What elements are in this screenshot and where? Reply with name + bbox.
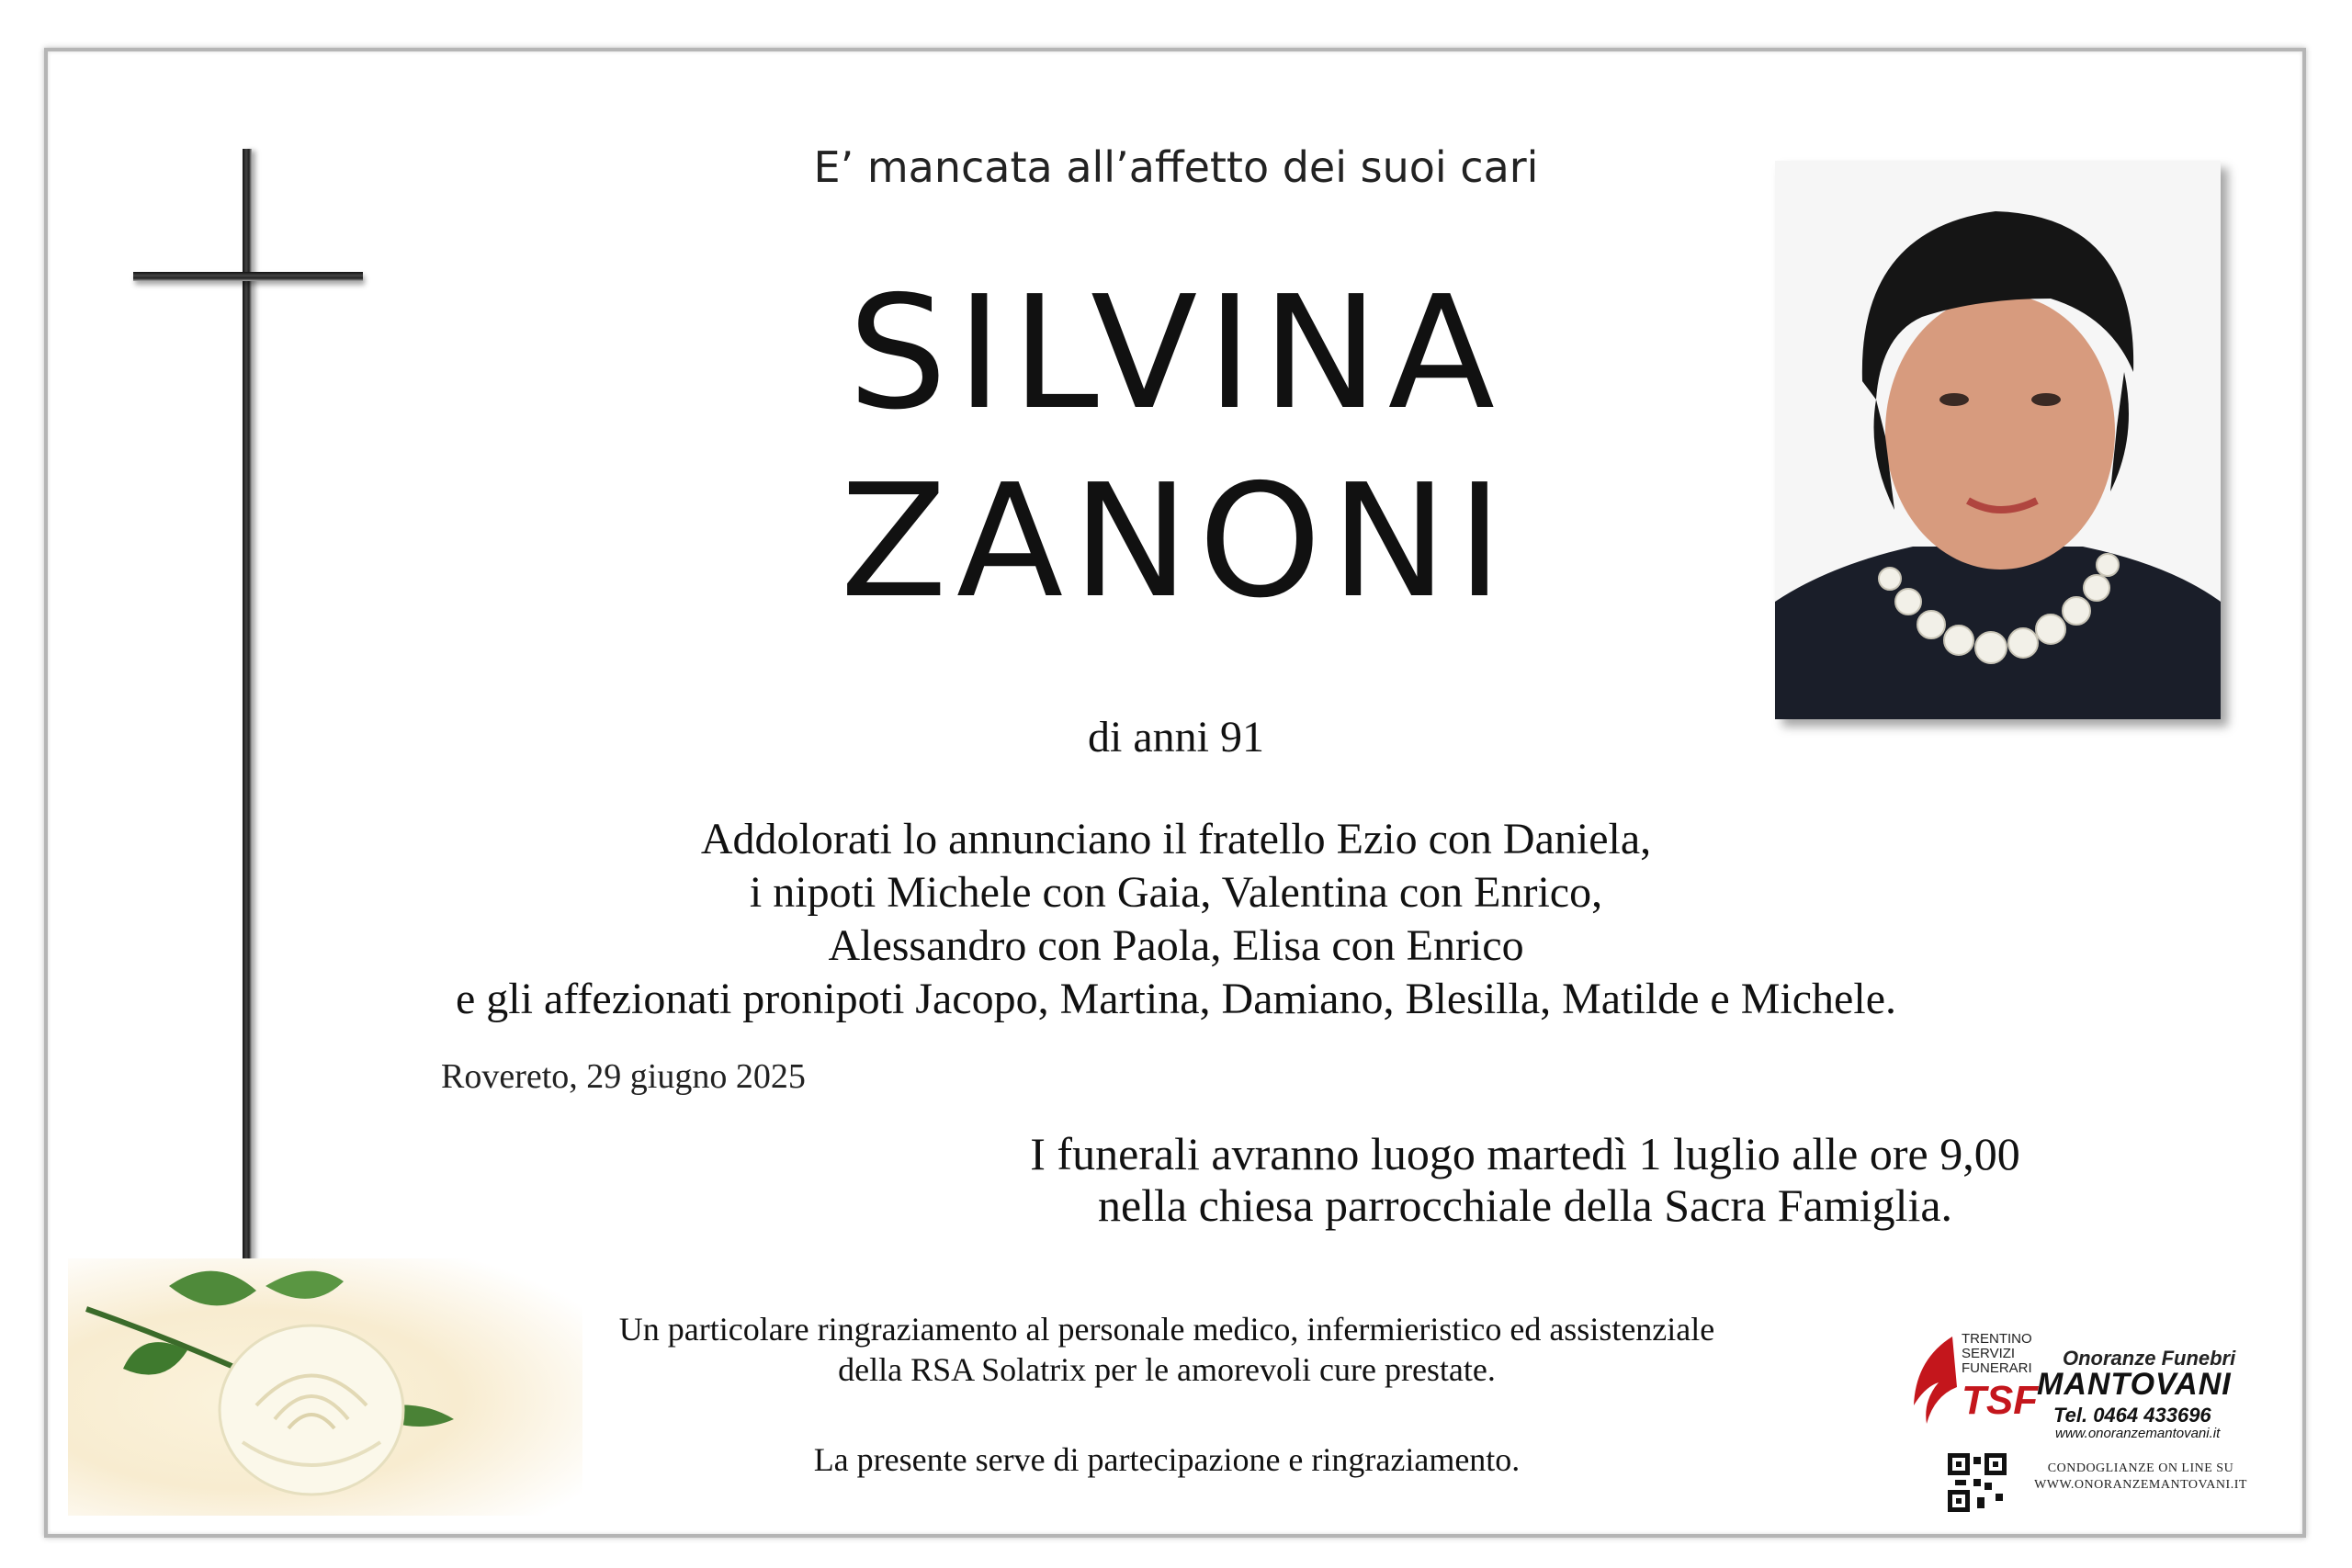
thanks-line: Un particolare ringraziamento al personale medico, infermieristico ed assistenziale	[618, 1311, 1715, 1348]
age-line: di anni 91	[1088, 713, 1264, 761]
white-rose-image	[68, 1258, 582, 1516]
funeral-line: nella chiesa parrocchiale della Sacra Famiglia.	[1097, 1179, 1953, 1231]
tsf-logo-text: TSF	[1962, 1378, 2039, 1423]
thanks-block	[619, 1309, 1715, 1390]
thanks-line: della RSA Solatrix per le amorevoli cure prestate.	[838, 1351, 1496, 1388]
tsf-label: TRENTINO SERVIZI FUNERARI	[1962, 1331, 2032, 1376]
first-name: SILVINA	[848, 263, 1504, 445]
portrait-icon	[1775, 161, 2221, 719]
announcement-line: Alessandro con Paola, Elisa con Enrico	[828, 921, 1524, 970]
mantovani-title: Onoranze Funebri	[2063, 1347, 2236, 1370]
funeral-line: I funerali avranno luogo martedì 1 luglio alle ore 9,00	[1030, 1128, 2020, 1179]
announcement-line: Addolorati lo annunciano il fratello Ezio con Daniela,	[700, 815, 1652, 863]
announcement-block	[0, 813, 2352, 1026]
mantovani-name: MANTOVANI	[2037, 1367, 2232, 1402]
place-date: Rovereto, 29 giugno 2025	[441, 1057, 806, 1096]
portrait-photo	[1775, 161, 2221, 719]
tsf-wing-icon	[1906, 1332, 1962, 1433]
last-name: ZANONI	[840, 451, 1512, 633]
condolences-info: CONDOGLIANZE ON LINE SU WWW.ONORANZEMANTOVANI.IT	[2034, 1461, 2247, 1492]
rose-icon	[68, 1258, 582, 1516]
closing-line: La presente serve di partecipazione e ringraziamento.	[813, 1441, 1521, 1478]
funeral-info	[1030, 1128, 2019, 1231]
mantovani-website: www.onoranzemantovani.it	[2055, 1426, 2221, 1441]
qr-code-icon	[1948, 1453, 2007, 1512]
announcement-line: i nipoti Michele con Gaia, Valentina con Enrico,	[749, 868, 1603, 917]
mantovani-phone: Tel. 0464 433696	[2053, 1404, 2211, 1427]
intro-line: E’ mancata all’affetto dei suoi cari	[813, 142, 1539, 192]
announcement-line: e gli affezionati pronipoti Jacopo, Martina, Damiano, Blesilla, Matilde e Michele.	[456, 975, 1896, 1023]
